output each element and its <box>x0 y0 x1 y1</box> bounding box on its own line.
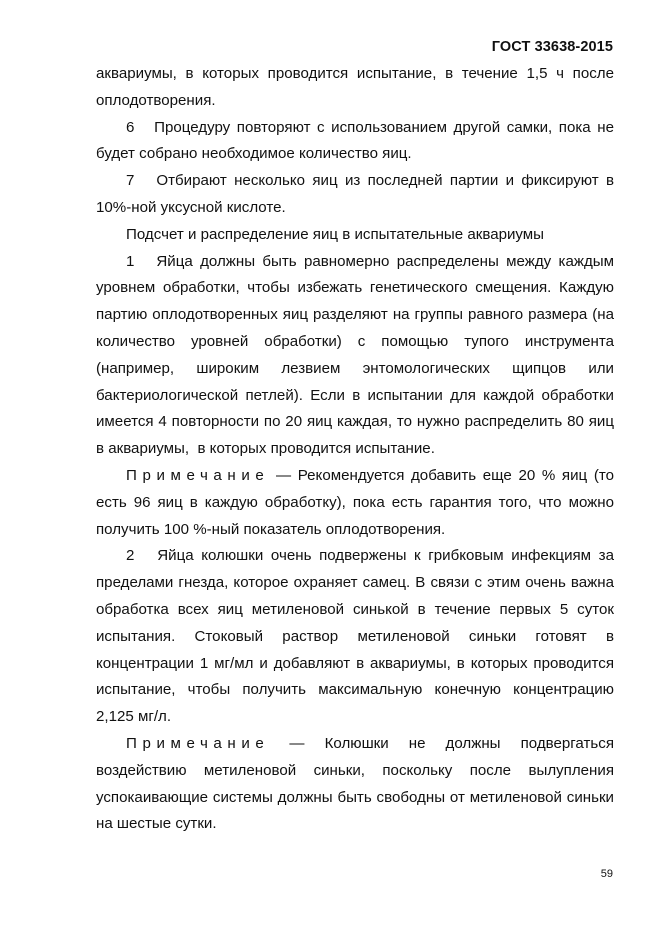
page-content <box>96 61 614 838</box>
document-id: ГОСТ 33638-2015 <box>491 39 613 55</box>
note-label: Примечание <box>126 466 270 484</box>
paragraph-step-6: 6 Процедуру повторяют с использованием другой самки, пока не будет собрано необходимое количество яиц. <box>96 118 614 163</box>
note-2 <box>96 731 614 838</box>
section-heading: Подсчет и распределение яиц в испытательные аквариумы <box>126 225 545 243</box>
paragraph-step-7: 7 Отбирают несколько яиц из последней партии и фиксируют в 10%-ной уксусной кислоте. <box>96 172 614 216</box>
paragraph-item-1: 1 Яйца должны быть равномерно распределены между каждым уровнем обработки, чтобы избежать генетического смещения. Каждую партию оплодотворенных яиц разделяют на группы равного размера (на количество уровней обработки) с помощью тупого инструмента (например, широким лезвием энтомологических щипцов или бактериологической петлей). Если в испытании для каждой обработки имеется 4 повторности по 20 яиц каждая, то нужно распределить 80 яиц в аквариумы, в которых проводится испытание. <box>96 252 614 458</box>
note-1 <box>96 463 614 543</box>
paragraph-item-2: 2 Яйца колюшки очень подвержены к грибковым инфекциям за пределами гнезда, которое охраняет самец. В связи с этим очень важна обработка всех яиц метиленовой синькой в течение первых 5 суток испытания. Стоковый раствор метиленовой синьки готовят в концентрации 1 мг/мл и добавляют в аквариумы, в которых проводится испытание, чтобы получить максимальную конечную концентрацию 2,125 мг/л. <box>96 547 614 726</box>
note-text: — Колюшки не должны подвергаться воздействию метиленовой синьки, поскольку после вылупления успокаивающие системы должны быть свободны от метиленовой синьки на шестые сутки. <box>96 734 614 833</box>
page-number: 59 <box>600 868 613 880</box>
note-label: Примечание <box>126 734 270 752</box>
note-text: — Рекомендуется добавить еще 20 % яиц (то есть 96 яиц в каждую обработку), пока есть гарантия того, что можно получить 100 %-ный показатель оплодотворения. <box>96 466 614 538</box>
paragraph-continuation: аквариумы, в которых проводится испытание, в течение 1,5 ч после оплодотворения. <box>96 65 614 109</box>
